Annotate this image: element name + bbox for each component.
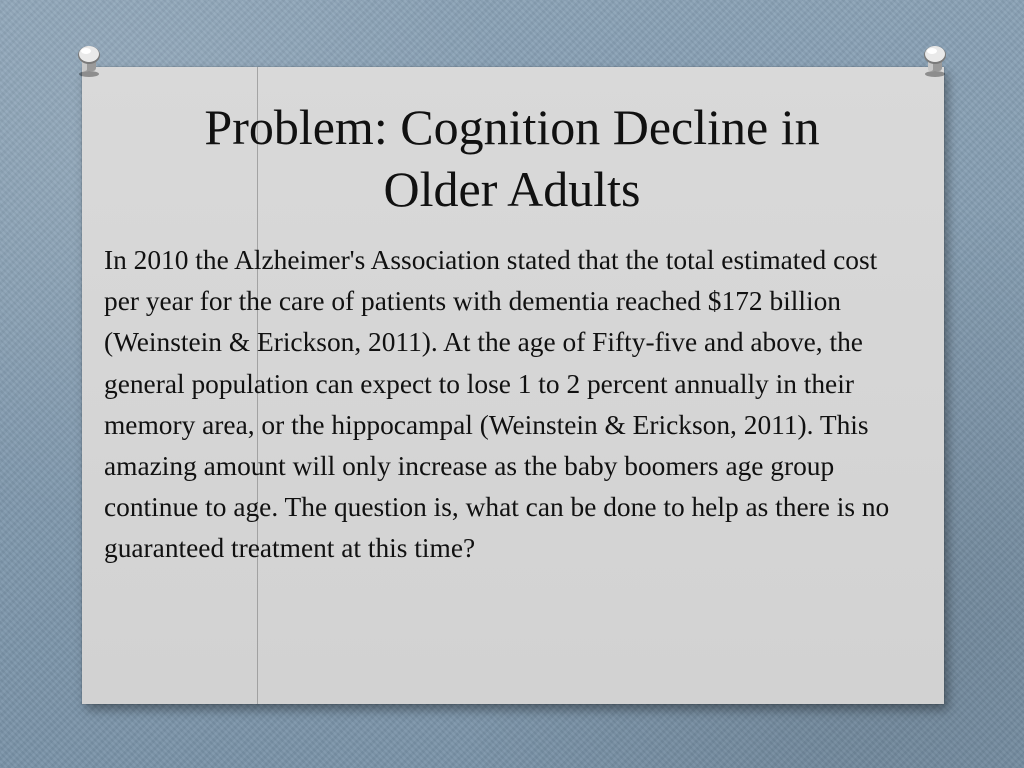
slide-body-text: In 2010 the Alzheimer's Association stated that the total estimated cost per year for the care of patients with dementia reached $172 billion (Weinstein & Erickson, 2011). At the age of Fifty-five and above, the general population can expect to lose 1 to 2 percent annually in their memory area, or the hippocampal (Weinstein & Erickson, 2011). This amazing amount will only increase as the baby boomers age group continue to age. The question is, what can be done to help as there is no guaranteed treatment at this time? bbox=[104, 245, 890, 564]
slide-title bbox=[0, 96, 1024, 220]
slide-title-line-1: Problem: Cognition Decline in bbox=[204, 99, 820, 155]
slide-title-line-2: Older Adults bbox=[383, 161, 641, 217]
pushpin-icon bbox=[74, 44, 104, 78]
pushpin-icon bbox=[920, 44, 950, 78]
